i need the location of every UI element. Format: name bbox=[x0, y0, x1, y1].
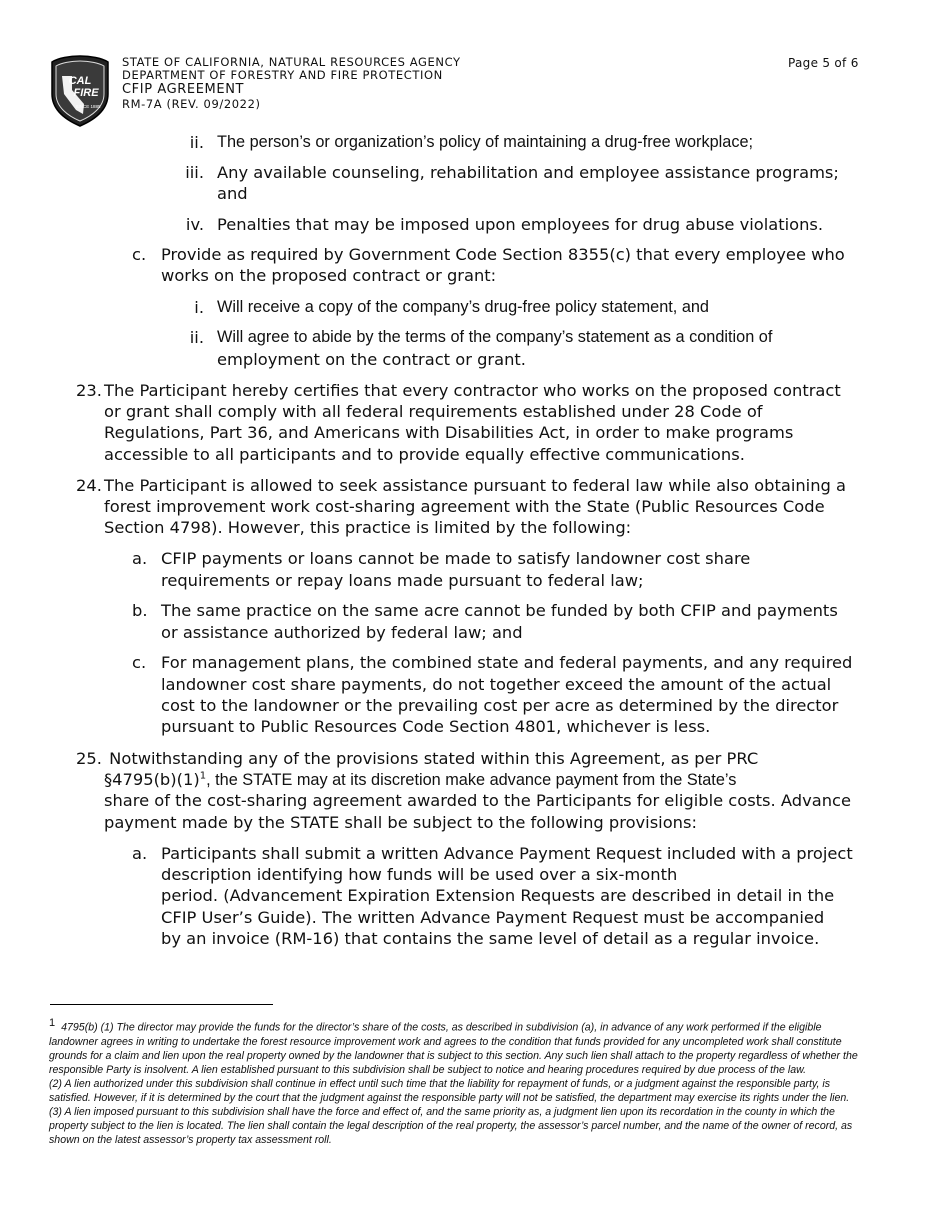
list-item-text: For management plans, the combined state and federal payments, and any required bbox=[161, 653, 853, 672]
footnote-reference[interactable]: 1 bbox=[199, 770, 207, 782]
list-item-text: Will agree to abide by the terms of the company’s statement as a condition of bbox=[217, 328, 773, 346]
paragraph-line: forest improvement work cost-sharing agreement with the State (Public Resources Code bbox=[104, 497, 825, 516]
department-name: DEPARTMENT OF FORESTRY AND FIRE PROTECTION bbox=[122, 68, 443, 82]
footnote-paragraph bbox=[49, 1016, 859, 1077]
form-number: RM-7A (REV. 09/2022) bbox=[122, 97, 261, 111]
list-item-text: Any available counseling, rehabilitation and employee assistance programs; bbox=[217, 163, 839, 182]
list-label: c. bbox=[132, 245, 147, 264]
footnote-mark: 1 bbox=[49, 1017, 56, 1029]
logo-text-mid: FIRE bbox=[73, 87, 99, 99]
paragraph-line: share of the cost-sharing agreement awarded to the Participants for eligible costs. Advance bbox=[104, 791, 851, 810]
list-item-text-cont: CFIP User’s Guide). The written Advance Payment Request must be accompanied bbox=[161, 908, 825, 927]
document-header bbox=[122, 56, 461, 111]
list-item-text-cont: description identifying how funds will be used over a six-month bbox=[161, 865, 678, 884]
list-label: ii. bbox=[189, 133, 204, 152]
list-item-text-cont: works on the proposed contract or grant: bbox=[161, 266, 497, 285]
footnote-paragraph: (2) A lien authorized under this subdivision shall continue in effect until such time that the liability for repayment of funds, or a judgment against the responsible party, is satisfied. However, if it is determined by the court that the judgment against the responsible party will not be satisfied, the department may exercise its rights under the lien. bbox=[49, 1077, 850, 1104]
list-item-text-cont: period. (Advancement Expiration Extension Requests are described in detail in the bbox=[161, 886, 835, 905]
list-item-text-cont: by an invoice (RM-16) that contains the same level of detail as a regular invoice. bbox=[161, 929, 820, 948]
paragraph-line-text: , the STATE may at its discretion make advance payment from the State’s bbox=[206, 771, 737, 789]
list-item-text: Provide as required by Government Code Section 8355(c) that every employee who bbox=[161, 245, 845, 264]
page-number: Page 5 of 6 bbox=[788, 56, 859, 70]
list-item-text-cont: and bbox=[217, 184, 248, 203]
paragraph-line: accessible to all participants and to provide equally effective communications. bbox=[104, 445, 745, 464]
footnote-paragraph: (3) A lien imposed pursuant to this subdivision shall have the force and effect of, and the same priority as, a judgment lien upon its recordation in the county in which the property subject to the lien is located. The lien shall contain the legal description of the real property, the assessor’s parcel number, and the name of the owner of record, as shown on the latest assessor’s property tax assessment roll. bbox=[49, 1106, 853, 1147]
footnote-text: 4795(b) (1) The director may provide the funds for the director’s share of the costs, as described in subdivision (a), in advance of any work performed if the eligible landowner agrees in writing to undertake the forest resource improvement work and agrees to the condition that funds provided for any uncompleted work shall constitute grounds for a claim and lien upon the real property owned by the landowner that is subject to this section. Any such lien shall attach to the property regardless of whether the responsible Party is insolvent. A lien established pursuant to this subdivision shall be subject to notice and hearing procedures required by due process of the law. bbox=[49, 1021, 858, 1076]
list-item-text: Will receive a copy of the company’s drug-free policy statement, and bbox=[217, 298, 709, 316]
document-title: CFIP AGREEMENT bbox=[122, 82, 245, 97]
list-item-text-cont: employment on the contract or grant. bbox=[217, 350, 526, 369]
list-label: a. bbox=[132, 549, 148, 568]
footnote bbox=[49, 1016, 859, 1147]
paragraph-number: 23. bbox=[76, 381, 102, 400]
list-label: b. bbox=[132, 601, 148, 620]
paragraph-number: 25. bbox=[76, 749, 102, 768]
calfire-shield-logo bbox=[50, 54, 110, 128]
list-item-text: Participants shall submit a written Advance Payment Request included with a project bbox=[161, 844, 853, 863]
list-label: c. bbox=[132, 653, 147, 672]
paragraph-number: 24. bbox=[76, 476, 102, 495]
paragraph-line: or grant shall comply with all federal requirements established under 28 Code of bbox=[104, 402, 763, 421]
list-item-text-cont: or assistance authorized by federal law; and bbox=[161, 623, 523, 642]
paragraph-line: Notwithstanding any of the provisions stated within this Agreement, as per PRC bbox=[104, 749, 759, 768]
list-item-text: The same practice on the same acre cannot be funded by both CFIP and payments bbox=[161, 601, 838, 620]
paragraph-line: Section 4798). However, this practice is limited by the following: bbox=[104, 518, 632, 537]
paragraph-line: The Participant hereby certifies that every contractor who works on the proposed contract bbox=[104, 381, 841, 400]
statute-reference: §4795(b)(1) bbox=[104, 770, 200, 789]
list-label: iii. bbox=[185, 163, 204, 182]
agency-name: STATE OF CALIFORNIA, NATURAL RESOURCES AGENCY bbox=[122, 55, 461, 69]
list-item-text: The person’s or organization’s policy of maintaining a drug-free workplace; bbox=[217, 133, 754, 151]
list-label: i. bbox=[194, 298, 204, 317]
logo-text-top: CAL bbox=[68, 75, 92, 87]
paragraph-line: payment made by the STATE shall be subject to the following provisions: bbox=[104, 813, 697, 832]
footnote-separator bbox=[50, 1004, 273, 1005]
list-item-text-cont: landowner cost share payments, do not together exceed the amount of the actual bbox=[161, 675, 832, 694]
list-label: a. bbox=[132, 844, 148, 863]
logo-text-bottom: SINCE 1885 bbox=[75, 104, 101, 109]
paragraph-line: Regulations, Part 36, and Americans with Disabilities Act, in order to make programs bbox=[104, 423, 794, 442]
list-item-text: Penalties that may be imposed upon employees for drug abuse violations. bbox=[217, 215, 824, 234]
list-item-text-cont: cost to the landowner or the prevailing cost per acre as determined by the director bbox=[161, 696, 839, 715]
paragraph-line: The Participant is allowed to seek assistance pursuant to federal law while also obtaining a bbox=[104, 476, 847, 495]
paragraph-line bbox=[104, 769, 736, 791]
list-item-text-cont: pursuant to Public Resources Code Section 4801, whichever is less. bbox=[161, 717, 711, 736]
list-item-text-cont: requirements or repay loans made pursuant to federal law; bbox=[161, 571, 644, 590]
list-label: iv. bbox=[185, 215, 204, 234]
list-item-text: CFIP payments or loans cannot be made to satisfy landowner cost share bbox=[161, 549, 751, 568]
list-label: ii. bbox=[189, 328, 204, 347]
